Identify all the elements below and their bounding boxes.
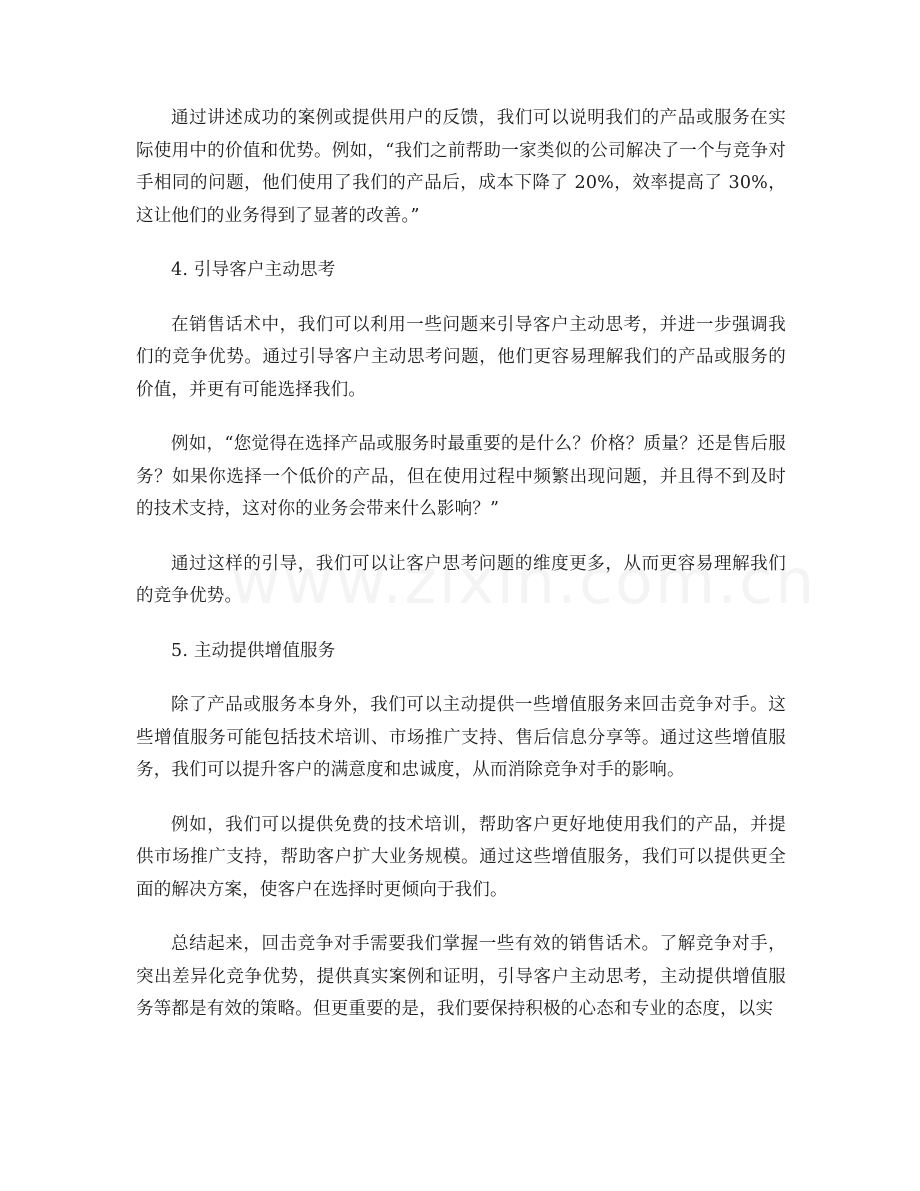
paragraph-value-added-example: 例如，我们可以提供免费的技术培训，帮助客户更好地使用我们的产品，并提供市场推广支持，帮助客户扩大业务规模。通过这些增值服务，我们可以提供更全面的解决方案，使客户在选择时更倾向于我们。 <box>136 814 786 900</box>
paragraph-value-added: 除了产品或服务本身外，我们可以主动提供一些增值服务来回击竞争对手。这些增值服务可能包括技术培训、市场推广支持、售后信息分享等。通过这些增值服务，我们可以提升客户的满意度和忠诚度，从而消除竞争对手的影响。 <box>136 695 786 780</box>
paragraph-case-study: 通过讲述成功的案例或提供用户的反馈，我们可以说明我们的产品或服务在实际使用中的价值和优势。例如，“我们之前帮助一家类似的公司解决了一个与竞争对手相同的问题，他们使用了我们的产品后，成本下降了 20%，效率提高了 30%，这让他们的业务得到了显著的改善。” <box>136 108 786 226</box>
section-heading-5: 5. 主动提供增值服务 <box>171 640 336 661</box>
paragraph-summary: 总结起来，回击竞争对手需要我们掌握一些有效的销售话术。了解竞争对手，突出差异化竞争优势，提供真实案例和证明，引导客户主动思考，主动提供增值服务等都是有效的策略。但更重要的是，我们要保持积极的心态和专业的态度，以实 <box>136 934 786 1019</box>
document-body <box>136 102 786 1048</box>
paragraph-guide-result: 通过这样的引导，我们可以让客户思考问题的维度更多，从而更容易理解我们的竞争优势。 <box>136 553 786 606</box>
section-heading-4: 4. 引导客户主动思考 <box>171 260 336 280</box>
paragraph-guide-thinking: 在销售话术中，我们可以利用一些问题来引导客户主动思考，并进一步强调我们的竞争优势。通过引导客户主动思考问题，他们更容易理解我们的产品或服务的价值，并更有可能选择我们。 <box>136 314 786 400</box>
paragraph-example-questions: 例如，“您觉得在选择产品或服务时最重要的是什么？价格？质量？还是售后服务？如果你选择一个低价的产品，但在使用过程中频繁出现问题，并且得不到及时的技术支持，这对你的业务会带来什么影响？” <box>136 434 786 519</box>
